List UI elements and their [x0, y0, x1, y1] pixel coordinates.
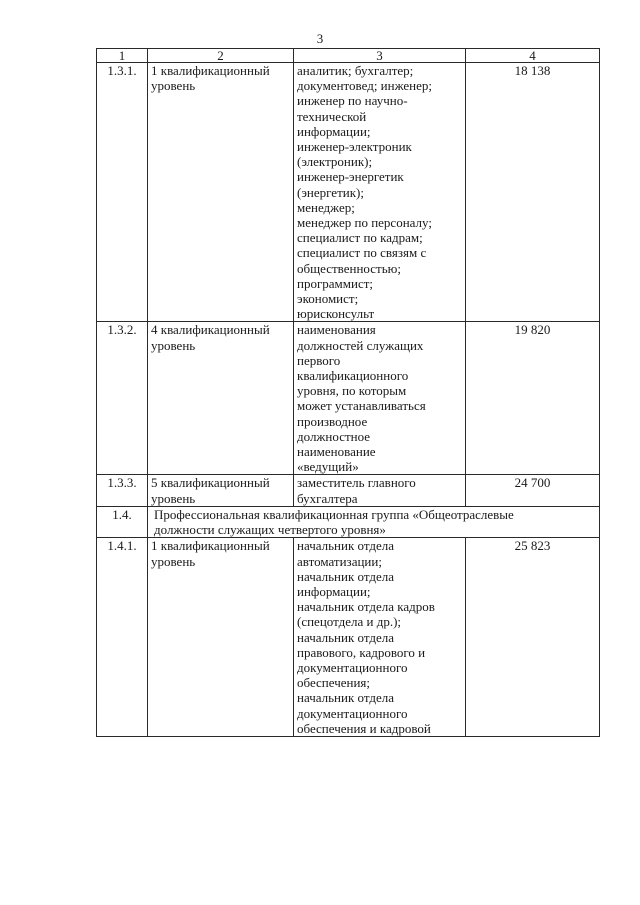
qualification-level: 4 квалификационный уровень [148, 322, 294, 475]
table-row [97, 63, 600, 322]
salary-table [96, 48, 600, 737]
salary-value: 19 820 [466, 322, 600, 475]
positions-list: начальник отдела автоматизации; начальник отдела информации; начальник отдела кадров (спецотдела и др.); начальник отдела правового, кадрового и документационного обеспечения; начальник отдела документационного обеспечения и кадровой [294, 538, 466, 737]
group-row [97, 506, 600, 537]
column-header: 4 [466, 49, 600, 63]
table-row [97, 538, 600, 737]
page-number: 3 [316, 31, 324, 46]
positions-list: аналитик; бухгалтер; документовед; инженер; инженер по научно- технической информации; инженер-электроник (электроник); инженер-энергетик (энергетик); менеджер; менеджер по персоналу; специалист по кадрам; специалист по связям с общественностью; программист; экономист; юрисконсульт [294, 63, 466, 322]
qualification-level: 1 квалификационный уровень [148, 538, 294, 737]
row-number: 1.3.2. [97, 322, 148, 475]
column-header: 2 [148, 49, 294, 63]
row-number: 1.4.1. [97, 538, 148, 737]
table-header-row [97, 49, 600, 63]
positions-list: заместитель главного бухгалтера [294, 475, 466, 506]
column-header: 1 [97, 49, 148, 63]
row-number: 1.3.3. [97, 475, 148, 506]
salary-value: 24 700 [466, 475, 600, 506]
positions-list: наименования должностей служащих первого квалификационного уровня, по которым может устанавливаться производное должностное наименование «ведущий» [294, 322, 466, 475]
column-header: 3 [294, 49, 466, 63]
qualification-level: 1 квалификационный уровень [148, 63, 294, 322]
table-row [97, 322, 600, 475]
qualification-level: 5 квалификационный уровень [148, 475, 294, 506]
salary-value: 25 823 [466, 538, 600, 737]
group-title: Профессиональная квалификационная группа «Общеотраслевые должности служащих четвертого уровня» [148, 506, 600, 537]
salary-value: 18 138 [466, 63, 600, 322]
row-number: 1.3.1. [97, 63, 148, 322]
group-number: 1.4. [97, 506, 148, 537]
table-row [97, 475, 600, 506]
